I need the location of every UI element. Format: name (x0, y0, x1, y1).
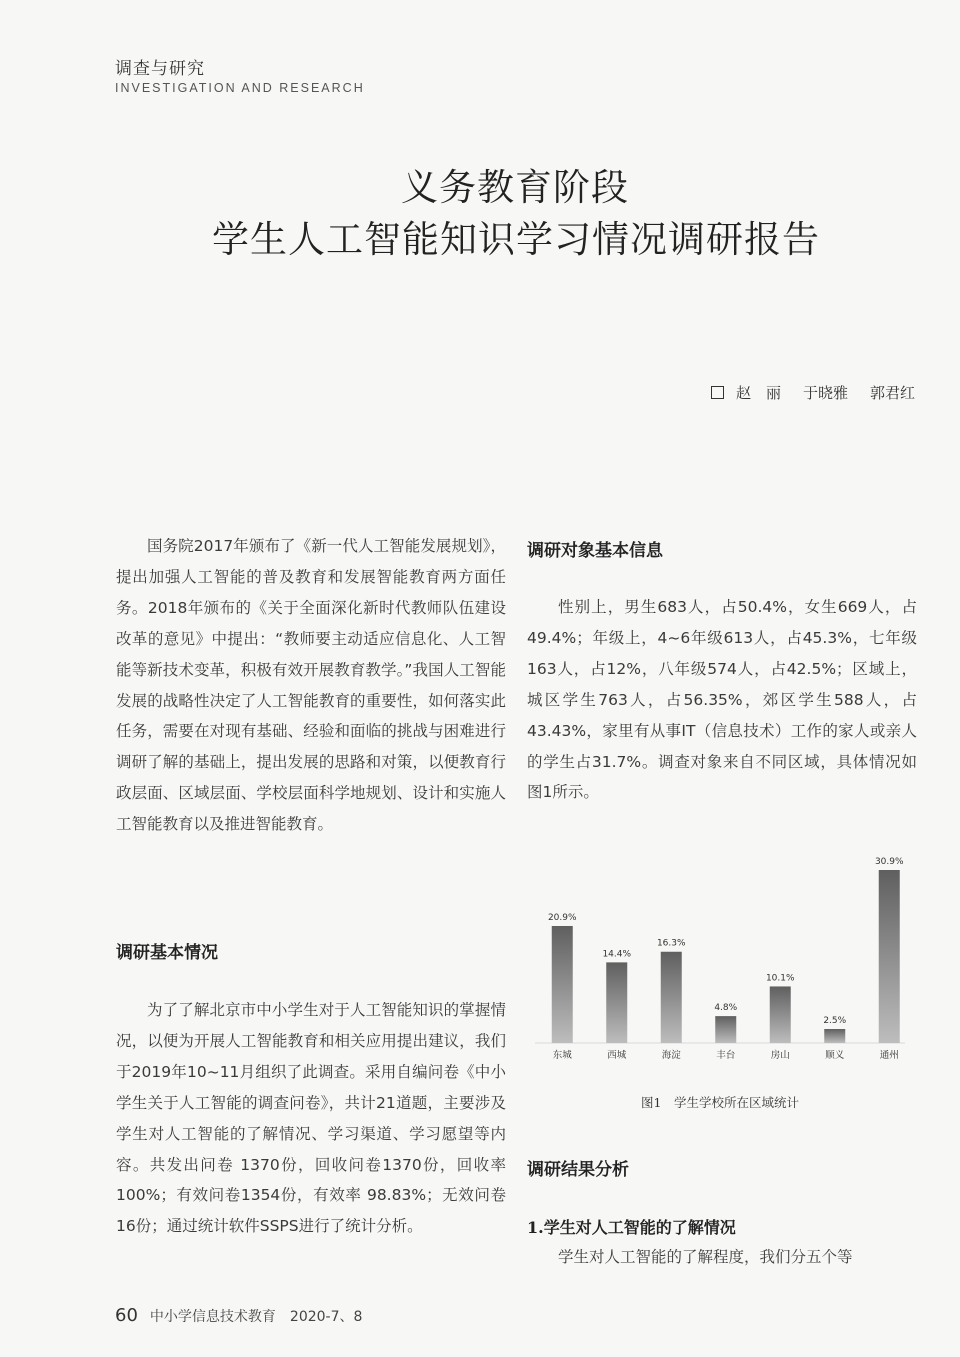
results-section-heading: 调研结果分析 (527, 1160, 629, 1180)
results-paragraph: 学生对人工智能的了解程度，我们分五个等 (558, 1248, 853, 1266)
category-label: 房山 (770, 1050, 790, 1061)
category-label: 通州 (879, 1050, 899, 1061)
intro-column (116, 531, 506, 840)
basic-section-heading: 调研基本情况 (116, 943, 218, 963)
author-1: 赵 丽 (735, 384, 781, 402)
bar-东城 (552, 926, 573, 1043)
basic-column (116, 995, 506, 1242)
subject-section-heading: 调研对象基本信息 (527, 541, 663, 561)
chart-caption: 图1 学生学校所在区域统计 (641, 1095, 799, 1110)
category-label: 顺义 (825, 1050, 845, 1061)
bar-通州 (879, 870, 900, 1043)
bar-value-label: 2.5% (823, 1016, 847, 1027)
author-box-icon (711, 386, 724, 399)
title-line-2: 学生人工智能知识学习情况调研报告 (212, 218, 820, 261)
page-number: 60 (115, 1305, 138, 1326)
basic-paragraph: 为了了解北京市中小学生对于人工智能知识的掌握情况，以便为开展人工智能教育和相关应用提出建议，我们于2019年10~11月组织了此调查。采用自编问卷《中小学生关于人工智能的调查问卷》，共计21道题，主要涉及学生对人工智能的了解情况、学习渠道、学习愿望等内容。共发出问卷 1370份，回收问卷1370份，回收率100%；有效问卷1354份，有效率 98.83%；无效问卷16份；通过统计软件SSPS进行了统计分析。 (116, 1001, 506, 1236)
bar-value-label: 20.9% (547, 912, 577, 923)
subject-column (527, 592, 917, 808)
bar-海淀 (661, 952, 682, 1043)
category-label: 西城 (607, 1050, 627, 1061)
article-title (0, 162, 960, 266)
subject-paragraph: 性别上，男生683人，占50.4%，女生669人，占49.4%；年级上，4~6年级613人，占45.3%，七年级163人，占12%，八年级574人，占42.5%；区域上，城区学生763人，占56.35%，郊区学生588人，占43.43%，家里有从事IT（信息技术）工作的家人或亲人的学生占31.7%。调查对象来自不同区域，具体情况如图1所示。 (527, 598, 917, 802)
section-tag (115, 54, 365, 95)
author-list (689, 382, 915, 403)
section-tag-en: INVESTIGATION AND RESEARCH (115, 81, 365, 95)
bar-丰台 (715, 1016, 736, 1043)
bar-房山 (770, 986, 791, 1043)
issue-date: 2020-7、8 (289, 1309, 363, 1325)
bar-value-label: 16.3% (656, 938, 686, 949)
category-label: 海淀 (661, 1050, 681, 1061)
bar-value-label: 10.1% (765, 973, 795, 984)
category-label: 东城 (552, 1050, 572, 1061)
title-line-1: 义务教育阶段 (401, 166, 629, 209)
page-footer (115, 1305, 362, 1326)
intro-paragraph: 国务院2017年颁布了《新一代人工智能发展规划》，提出加强人工智能的普及教育和发展智能教育两方面任务。2018年颁布的《关于全面深化新时代教师队伍建设改革的意见》中提出：“教师要主动适应信息化、人工智能等新技术变革，积极有效开展教育教学。”我国人工智能发展的战略性决定了人工智能教育的重要性，如何落实此任务，需要在对现有基础、经验和面临的挑战与困难进行调研了解的基础上，提出发展的思路和对策，以便教育行政层面、区域层面、学校层面科学地规划、设计和实施人工智能教育以及推进智能教育。 (116, 537, 506, 834)
author-2: 于晓雅 (802, 384, 848, 402)
bar-顺义 (824, 1029, 845, 1043)
bar-value-label: 14.4% (602, 949, 632, 960)
results-subheading: 1.学生对人工智能的了解情况 (527, 1218, 736, 1237)
journal-name: 中小学信息技术教育 (149, 1309, 276, 1325)
results-column (527, 1242, 917, 1273)
bar-value-label: 4.8% (714, 1003, 738, 1014)
bar-value-label: 30.9% (874, 857, 904, 867)
region-bar-chart (520, 840, 920, 1080)
bar-西城 (606, 962, 627, 1043)
category-label: 丰台 (716, 1050, 736, 1061)
section-tag-cn: 调查与研究 (115, 59, 205, 79)
author-3: 郭君红 (869, 384, 915, 402)
